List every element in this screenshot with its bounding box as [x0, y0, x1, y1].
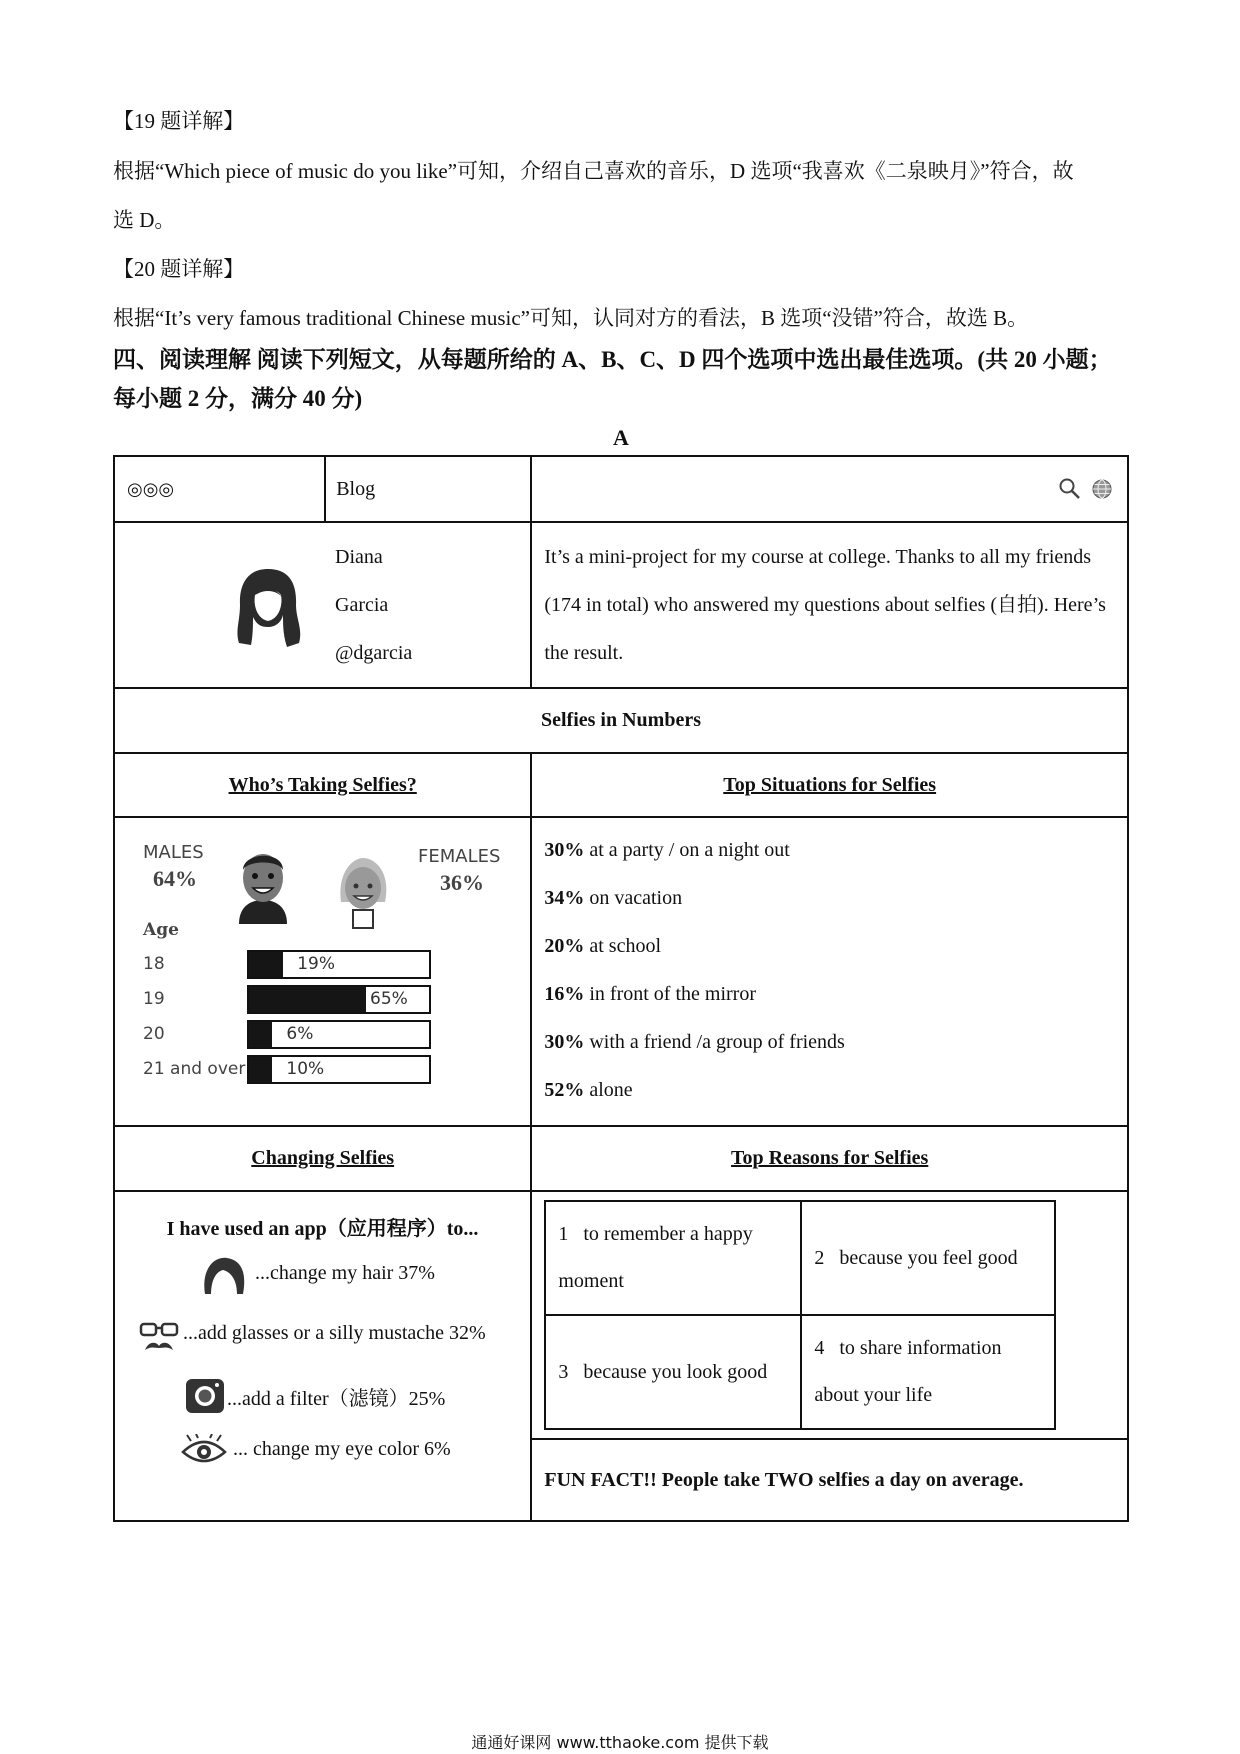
app-hair-text: ...change my hair 37% — [255, 1262, 435, 1284]
males-label: MALES — [143, 842, 204, 863]
q20-line1: 根据“It’s very famous traditional Chinese music”可知，认同对方的看法，B 选项“没错”符合，故选 B。 — [113, 306, 1029, 330]
eye-icon — [181, 1434, 227, 1468]
age-bar — [247, 1020, 431, 1049]
situation-text: on vacation — [584, 887, 683, 909]
camera-icon — [185, 1378, 225, 1414]
apps-cell — [114, 1191, 531, 1521]
reason-4: 4 to share information about your life — [801, 1315, 1055, 1429]
reason-2: 2 because you feel good — [801, 1201, 1055, 1315]
situation-text: with a friend /a group of friends — [584, 1031, 845, 1053]
situation-pct: 52% — [544, 1079, 585, 1101]
user-first-name: Diana — [335, 546, 383, 568]
blog-tab-label: Blog — [336, 477, 376, 500]
passage-label: A — [613, 425, 629, 450]
reasons-title: Top Reasons for Selfies — [731, 1147, 929, 1169]
age-bar-value: 19% — [297, 954, 335, 974]
situation-item — [544, 874, 1115, 922]
age-bar — [247, 985, 431, 1014]
age-row-label: 19 — [143, 989, 165, 1009]
situation-item — [544, 970, 1115, 1018]
app-eye-text: ... change my eye color 6% — [233, 1438, 451, 1460]
footer: 通通好课网 www.tthaoke.com 提供下载 — [471, 1733, 769, 1752]
app-intro: I have used an app（应用程序）to... — [166, 1218, 479, 1240]
age-row-label: 21 and over — [143, 1059, 246, 1079]
glasses-mustache-icon — [139, 1320, 179, 1356]
q19-line1: 根据“Which piece of music do you like”可知，介绍自己喜欢的音乐，D 选项“我喜欢《二泉映月》”符合，故 — [113, 159, 1074, 183]
numbers-title-cell — [114, 688, 1128, 753]
situation-pct: 34% — [544, 887, 585, 909]
male-face-icon — [233, 844, 293, 924]
situations-cell — [531, 817, 1128, 1126]
situation-item — [544, 1066, 1115, 1114]
age-bar-value: 65% — [370, 989, 408, 1009]
changing-title: Changing Selfies — [251, 1147, 395, 1169]
hair-icon — [201, 1254, 247, 1296]
situation-pct: 30% — [544, 839, 585, 861]
window-dots: ◎◎◎ — [127, 478, 175, 499]
fun-fact: FUN FACT!! People take TWO selfies a day on average. — [531, 1439, 1128, 1521]
section-title: 四、阅读理解 阅读下列短文，从每题所给的 A、B、C、D 四个选项中选出最佳选项。(共 20 小题；每小题 2 分，满分 40 分) — [113, 347, 1112, 411]
situation-pct: 20% — [544, 935, 585, 957]
age-title: Age — [143, 920, 179, 940]
reason-1: 1 to remember a happy moment — [545, 1201, 801, 1315]
situation-text: at a party / on a night out — [584, 839, 790, 861]
who-title: Who’s Taking Selfies? — [228, 773, 417, 796]
males-pct: 64% — [153, 866, 197, 891]
situation-item — [544, 1018, 1115, 1066]
situations-list — [544, 826, 1115, 1114]
q20-heading: 【20 题详解】 — [113, 257, 245, 281]
q19-heading: 【19 题详解】 — [113, 109, 245, 133]
user-last-name: Garcia — [335, 594, 389, 616]
search-icon[interactable] — [1058, 477, 1082, 501]
age-bar-fill — [249, 1022, 272, 1047]
situation-text: in front of the mirror — [584, 983, 756, 1005]
females-label: FEMALES — [418, 846, 501, 867]
age-bar — [247, 1055, 431, 1084]
situation-item — [544, 826, 1115, 874]
globe-icon[interactable] — [1091, 478, 1113, 500]
age-bar-value: 10% — [286, 1059, 325, 1079]
app-filter-text: ...add a filter（滤镜）25% — [227, 1388, 446, 1410]
intro-text: It’s a mini-project for my course at college. Thanks to all my friends (174 in total) who answered my questions about selfies (自拍). Here’s the result. — [531, 522, 1128, 688]
situations-title-cell — [531, 753, 1128, 817]
blog-tab[interactable] — [325, 456, 531, 522]
age-bar-fill — [249, 952, 283, 977]
who-title-cell — [114, 753, 531, 817]
situation-pct: 16% — [544, 983, 585, 1005]
situation-text: alone — [584, 1079, 633, 1101]
age-bar-value: 6% — [286, 1024, 314, 1044]
age-bar — [247, 950, 431, 979]
reasons-table — [544, 1200, 1056, 1430]
situation-pct: 30% — [544, 1031, 585, 1053]
reason-3: 3 because you look good — [545, 1315, 801, 1429]
situation-item — [544, 922, 1115, 970]
situation-text: at school — [584, 935, 662, 957]
window-controls — [114, 456, 325, 522]
changing-title-cell — [114, 1126, 531, 1191]
reasons-title-cell — [531, 1126, 1128, 1191]
age-bar-fill — [249, 987, 366, 1012]
reasons-cell — [531, 1191, 1128, 1439]
female-face-icon — [335, 852, 391, 932]
profile-cell — [114, 522, 531, 688]
who-chart-cell — [114, 817, 531, 1126]
age-bar-fill — [249, 1057, 272, 1082]
situations-title: Top Situations for Selfies — [723, 773, 937, 796]
females-pct: 36% — [440, 870, 484, 895]
user-handle[interactable]: @dgarcia — [335, 642, 413, 664]
woman-avatar-icon — [231, 565, 305, 651]
blog-table — [113, 455, 1129, 1522]
age-row-label: 20 — [143, 1024, 165, 1044]
toolbar — [531, 456, 1128, 522]
app-glasses-text: ...add glasses or a silly mustache 32% — [183, 1322, 486, 1344]
numbers-title: Selfies in Numbers — [541, 709, 701, 731]
q19-line2: 选 D。 — [113, 208, 176, 232]
age-row-label: 18 — [143, 954, 165, 974]
